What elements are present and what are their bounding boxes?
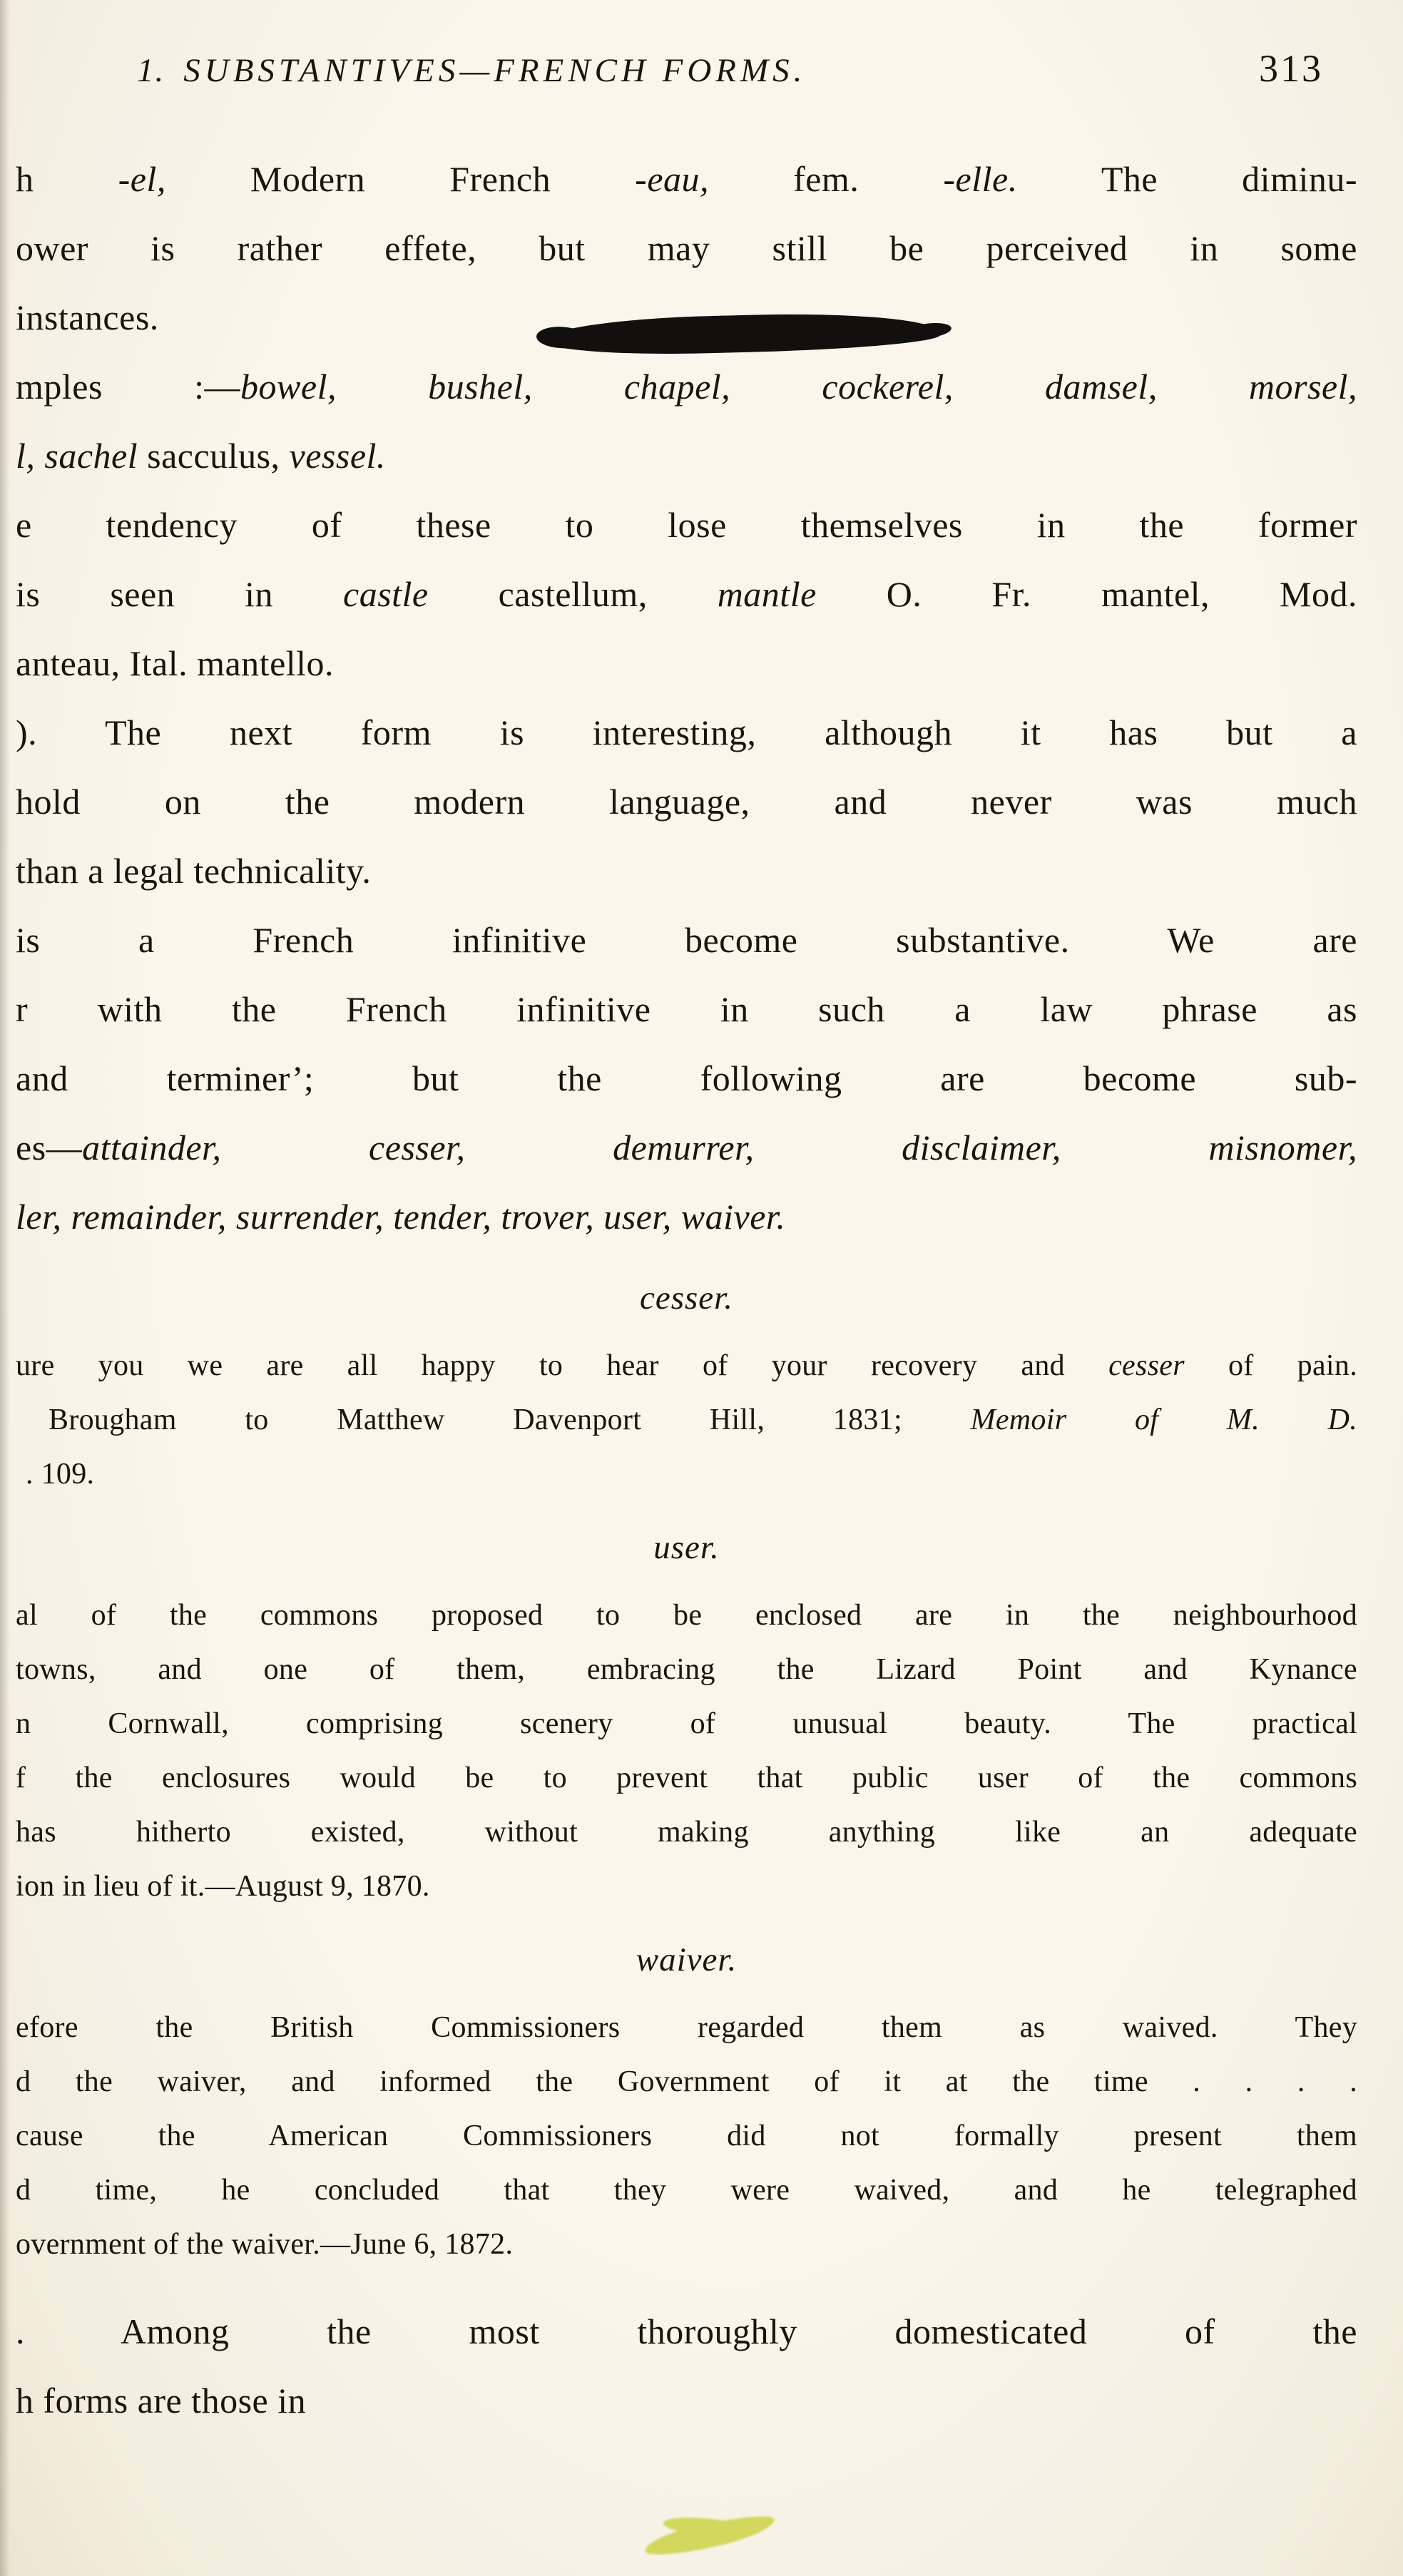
italic-text: mantle: [717, 574, 817, 614]
text-line: [16, 2366, 1357, 2436]
text-span: n Cornwall, comprising scenery of unusual beauty. The practical: [16, 1707, 1357, 1740]
section-number: 1.: [137, 52, 165, 89]
text-line: [16, 1859, 1357, 1913]
text-line: [16, 560, 1357, 629]
italic-text: vessel.: [289, 436, 386, 476]
page-number: 313: [1259, 47, 1323, 90]
text-line: [16, 975, 1357, 1044]
section-heading: waiver.: [636, 1941, 738, 1978]
text-span: ion in lieu of it.—August 9, 1870.: [16, 1870, 430, 1903]
text-span: is a French infinitive become substantive. We are: [16, 920, 1357, 960]
section-heading: user.: [653, 1529, 720, 1566]
text-span: instances.: [16, 297, 159, 337]
text-line: [16, 1113, 1357, 1182]
text-span: mples :—: [16, 367, 241, 407]
text-span: is seen in: [16, 574, 343, 614]
italic-text: bowel, bushel, chapel, cockerel, damsel, morsel,: [240, 367, 1358, 407]
text-span: overnment of the waiver.—June 6, 1872.: [16, 2228, 514, 2261]
text-line: [16, 767, 1357, 837]
paragraph-block: [16, 352, 1357, 491]
paragraph-block: [16, 906, 1357, 1252]
text-span: cause the American Commissioners did not formally present them: [16, 2120, 1357, 2152]
section-heading: cesser.: [640, 1279, 733, 1317]
text-span: es—: [16, 1128, 83, 1167]
text-span: ). The next form is interesting, although it has but a: [16, 712, 1357, 752]
text-span: hold on the modern language, and never was much: [16, 782, 1357, 822]
text-span: towns, and one of them, embracing the Lizard Point and Kynance: [16, 1653, 1357, 1686]
text-line: [16, 2163, 1357, 2217]
page-header: [0, 0, 1403, 92]
text-line: [16, 906, 1357, 975]
paragraph-block: [16, 491, 1357, 698]
text-span: h forms are those in: [16, 2381, 307, 2421]
heading-block: [16, 1276, 1357, 1320]
text-line: [16, 1642, 1357, 1697]
text-line: [16, 1393, 1357, 1447]
running-title: SUBSTANTIVES—FRENCH FORMS.: [183, 52, 807, 89]
text-span: Brougham to Matthew Davenport Hill, 1831;: [49, 1404, 971, 1436]
text-line: [16, 698, 1357, 767]
text-blocks: [0, 145, 1403, 2436]
text-line: [16, 1044, 1357, 1113]
text-span: d time, he concluded that they were waived, and he telegraphed: [16, 2174, 1357, 2207]
text-line: [16, 2297, 1357, 2366]
text-line: [16, 491, 1357, 560]
paragraph-block: [16, 698, 1357, 906]
italic-text: -elle.: [943, 159, 1018, 199]
text-line: [16, 1805, 1357, 1859]
text-line: [16, 1697, 1357, 1751]
text-span: than a legal technicality.: [16, 851, 372, 891]
text-span: efore the British Commissioners regarded them as waived. They: [16, 2011, 1357, 2044]
italic-text: castle: [343, 574, 429, 614]
text-line: [16, 421, 1357, 491]
text-span: h: [16, 159, 118, 199]
italic-text: Memoir of M. D.: [970, 1404, 1357, 1436]
text-line: [16, 1182, 1357, 1252]
text-span: . 109.: [26, 1458, 95, 1491]
text-span: The diminu-: [1017, 159, 1358, 199]
italic-text: l, sachel: [16, 436, 138, 476]
text-span: ower is rather effete, but may still be perceived in some: [16, 228, 1357, 268]
text-span: Modern French: [165, 159, 636, 199]
citation-block: [16, 2000, 1357, 2271]
text-span: . Among the most thoroughly domesticated of the: [16, 2311, 1357, 2351]
heading-block: [16, 1525, 1357, 1570]
text-line: [16, 1339, 1357, 1393]
text-line: [16, 1751, 1357, 1805]
text-line: [16, 837, 1357, 906]
text-span: O. Fr. mantel, Mod.: [816, 574, 1357, 614]
italic-text: cesser: [1108, 1349, 1185, 1382]
text-line: [16, 1588, 1357, 1642]
text-line: [16, 629, 1357, 698]
text-line: [16, 2109, 1357, 2163]
highlight-mark: [642, 2510, 777, 2561]
text-line: [16, 214, 1357, 283]
italic-text: -el,: [118, 159, 166, 199]
text-span: anteau, Ital. mantello.: [16, 643, 335, 683]
paragraph-block: [16, 2297, 1357, 2436]
text-line: [16, 2217, 1357, 2271]
heading-block: [16, 1938, 1357, 1982]
text-span: f the enclosures would be to prevent that public user of the commons: [16, 1762, 1357, 1794]
text-span: ure you we are all happy to hear of your recovery and: [16, 1349, 1109, 1382]
text-span: e tendency of these to lose themselves in the former: [16, 505, 1357, 545]
text-line: [16, 145, 1357, 214]
text-line: [16, 1447, 1357, 1501]
text-span: fem.: [709, 159, 944, 199]
italic-text: ler, remainder, surrender, tender, trover, user, waiver.: [16, 1197, 786, 1237]
italic-text: -eau,: [635, 159, 710, 199]
text-span: sacculus,: [138, 436, 290, 476]
text-line: [16, 352, 1357, 421]
italic-text: attainder, cesser, demurrer, disclaimer, misnomer,: [82, 1128, 1357, 1167]
text-line: [16, 2055, 1357, 2109]
text-span: al of the commons proposed to be enclosed are in the neighbourhood: [16, 1599, 1357, 1632]
text-span: has hitherto existed, without making anything like an adequate: [16, 1816, 1357, 1849]
text-span: d the waiver, and informed the Government of it at the time . . . .: [16, 2065, 1357, 2098]
citation-block: [16, 1588, 1357, 1913]
text-span: r with the French infinitive in such a law phrase as: [16, 989, 1357, 1029]
text-span: and terminer’; but the following are become sub-: [16, 1058, 1357, 1098]
text-span: of pain.: [1184, 1349, 1357, 1382]
citation-block: [16, 1339, 1357, 1501]
text-span: castellum,: [428, 574, 718, 614]
text-line: [16, 2000, 1357, 2055]
